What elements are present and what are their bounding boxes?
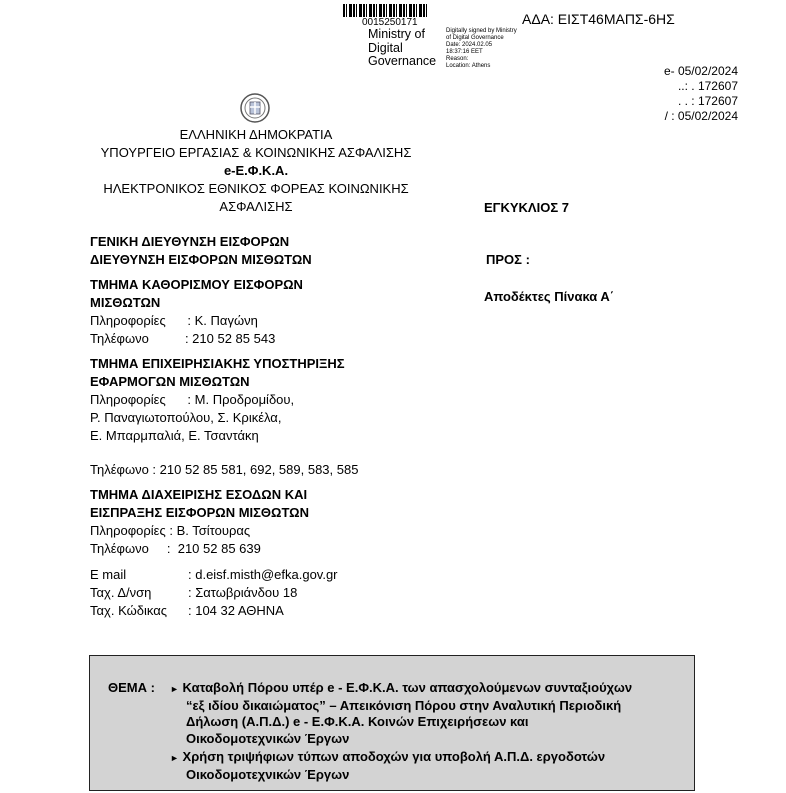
email-label: E mail: [90, 567, 127, 582]
department-info: Ρ. Παναγιωτοπούλου, Σ. Κρικέλα,: [90, 410, 282, 425]
contact-block: [90, 566, 338, 620]
signature-detail-line: Digitally signed by Ministry: [446, 28, 517, 34]
recipients: Αποδέκτες Πίνακα Α΄: [484, 289, 615, 304]
triangle-bullet-icon: ►: [170, 684, 179, 694]
signer-line: Digital: [368, 40, 403, 55]
signature-detail-line: of Digital Governance: [446, 35, 504, 41]
circular-number: ΕΓΚΥΚΛΙΟΣ 7: [484, 200, 569, 215]
barcode: [343, 4, 427, 17]
department-info: Ε. Μπαρμπαλιά, Ε. Τσαντάκη: [90, 428, 259, 443]
directorate-line: ΓΕΝΙΚΗ ΔΙΕΥΘΥΝΣΗ ΕΙΣΦΟΡΩΝ: [90, 234, 290, 249]
reference-line: . . : 172607: [677, 94, 738, 108]
signer-line: Ministry of: [368, 27, 425, 41]
barcode-number: 0015250171: [362, 17, 418, 28]
department-phone: Τηλέφωνο : 210 52 85 639: [90, 541, 261, 556]
reference-line: ..: . 172607: [677, 79, 738, 93]
zip-label: Ταχ. Κώδικας: [90, 603, 167, 618]
department-info: Πληροφορίες : Κ. Παγώνη: [90, 313, 258, 328]
directorate-block: [90, 233, 312, 269]
department-1: [90, 276, 303, 348]
department-title: ΕΙΣΠΡΑΞΗΣ ΕΙΣΦΟΡΩΝ ΜΙΣΘΩΤΩΝ: [90, 505, 309, 520]
department-2-phone: Τηλέφωνο : 210 52 85 581, 692, 589, 583, 585: [90, 462, 359, 477]
reference-block: [600, 64, 738, 124]
organization-block: [68, 126, 444, 216]
subject-line: “εξ ιδίου δικαιώματος” – Απεικόνιση Πόρου στην Αναλυτική Περιοδική: [186, 697, 622, 713]
org-line: ΥΠΟΥΡΓΕΙΟ ΕΡΓΑΣΙΑΣ & ΚΟΙΝΩΝΙΚΗΣ ΑΣΦΑΛΙΣΗΣ: [100, 145, 412, 160]
org-line: e-Ε.Φ.Κ.Α.: [223, 163, 289, 178]
triangle-bullet-icon: ►: [170, 753, 179, 763]
signer-block: [368, 28, 436, 69]
subject-box: [89, 655, 695, 791]
department-phone: Τηλέφωνο : 210 52 85 543: [90, 331, 276, 346]
department-3: [90, 486, 309, 558]
department-info: Πληροφορίες : Β. Τσίτουρας: [90, 523, 251, 538]
subject-line: Δήλωση (Α.Π.Δ.) e - Ε.Φ.Κ.Α. Κοινών Επιχειρήσεων και: [186, 714, 529, 729]
department-title: ΤΜΗΜΑ ΚΑΘΟΡΙΣΜΟΥ ΕΙΣΦΟΡΩΝ: [90, 277, 303, 292]
department-title: ΤΜΗΜΑ ΔΙΑΧΕΙΡΙΣΗΣ ΕΣΟΔΩΝ ΚΑΙ: [90, 487, 308, 502]
subject-line: Οικοδομοτεχνικών Έργων: [186, 766, 350, 782]
signature-details: [446, 28, 517, 70]
ada-code: ΑΔΑ: ΕΙΣΤ46ΜΑΠΣ-6ΗΣ: [522, 11, 675, 27]
directorate-line: ΔΙΕΥΘΥΝΣΗ ΕΙΣΦΟΡΩΝ ΜΙΣΘΩΤΩΝ: [90, 252, 312, 267]
org-line: ΑΣΦΑΛΙΣΗΣ: [219, 199, 293, 214]
signer-line: Governance: [368, 54, 437, 68]
to-label: ΠΡΟΣ :: [486, 252, 530, 267]
subject-label: ΘΕΜΑ :: [108, 680, 155, 695]
signature-detail-line: Reason:: [446, 56, 469, 62]
signature-detail-line: Date: 2024.02.05: [446, 42, 493, 48]
signature-detail-line: 18:37:16 EET: [446, 49, 483, 55]
address-value: : Σατωβριάνδου 18: [188, 585, 298, 600]
org-line: ΕΛΛΗΝΙΚΗ ΔΗΜΟΚΡΑΤΙΑ: [179, 127, 333, 142]
email-value[interactable]: : d.eisf.misth@efka.gov.gr: [188, 567, 338, 582]
zip-value: : 104 32 ΑΘΗΝΑ: [188, 603, 284, 618]
department-info: Πληροφορίες : Μ. Προδρομίδου,: [90, 392, 295, 407]
subject-bullet-1: [170, 680, 690, 783]
signature-detail-line: Location: Athens: [446, 63, 491, 69]
department-2: [90, 355, 345, 445]
department-title: ΕΦΑΡΜΟΓΩΝ ΜΙΣΘΩΤΩΝ: [90, 374, 250, 389]
department-title: ΤΜΗΜΑ ΕΠΙΧΕΙΡΗΣΙΑΚΗΣ ΥΠΟΣΤΗΡΙΞΗΣ: [90, 356, 345, 371]
address-label: Ταχ. Δ/νση: [90, 585, 152, 600]
greek-emblem-icon: [238, 92, 272, 124]
subject-line: Καταβολή Πόρου υπέρ e - Ε.Φ.Κ.Α. των απασχολούμενων συνταξιούχων: [182, 680, 633, 695]
subject-line: Χρήση τριψήφιων τύπων αποδοχών για υποβολή Α.Π.Δ. εργοδοτών: [182, 749, 606, 764]
department-title: ΜΙΣΘΩΤΩΝ: [90, 295, 161, 310]
subject-line: Οικοδομοτεχνικών Έργων: [186, 730, 350, 746]
reference-line: / : 05/02/2024: [664, 109, 738, 123]
org-line: ΗΛΕΚΤΡΟΝΙΚΟΣ ΕΘΝΙΚΟΣ ΦΟΡΕΑΣ ΚΟΙΝΩΝΙΚΗΣ: [103, 181, 409, 196]
reference-line: e- 05/02/2024: [663, 64, 738, 78]
